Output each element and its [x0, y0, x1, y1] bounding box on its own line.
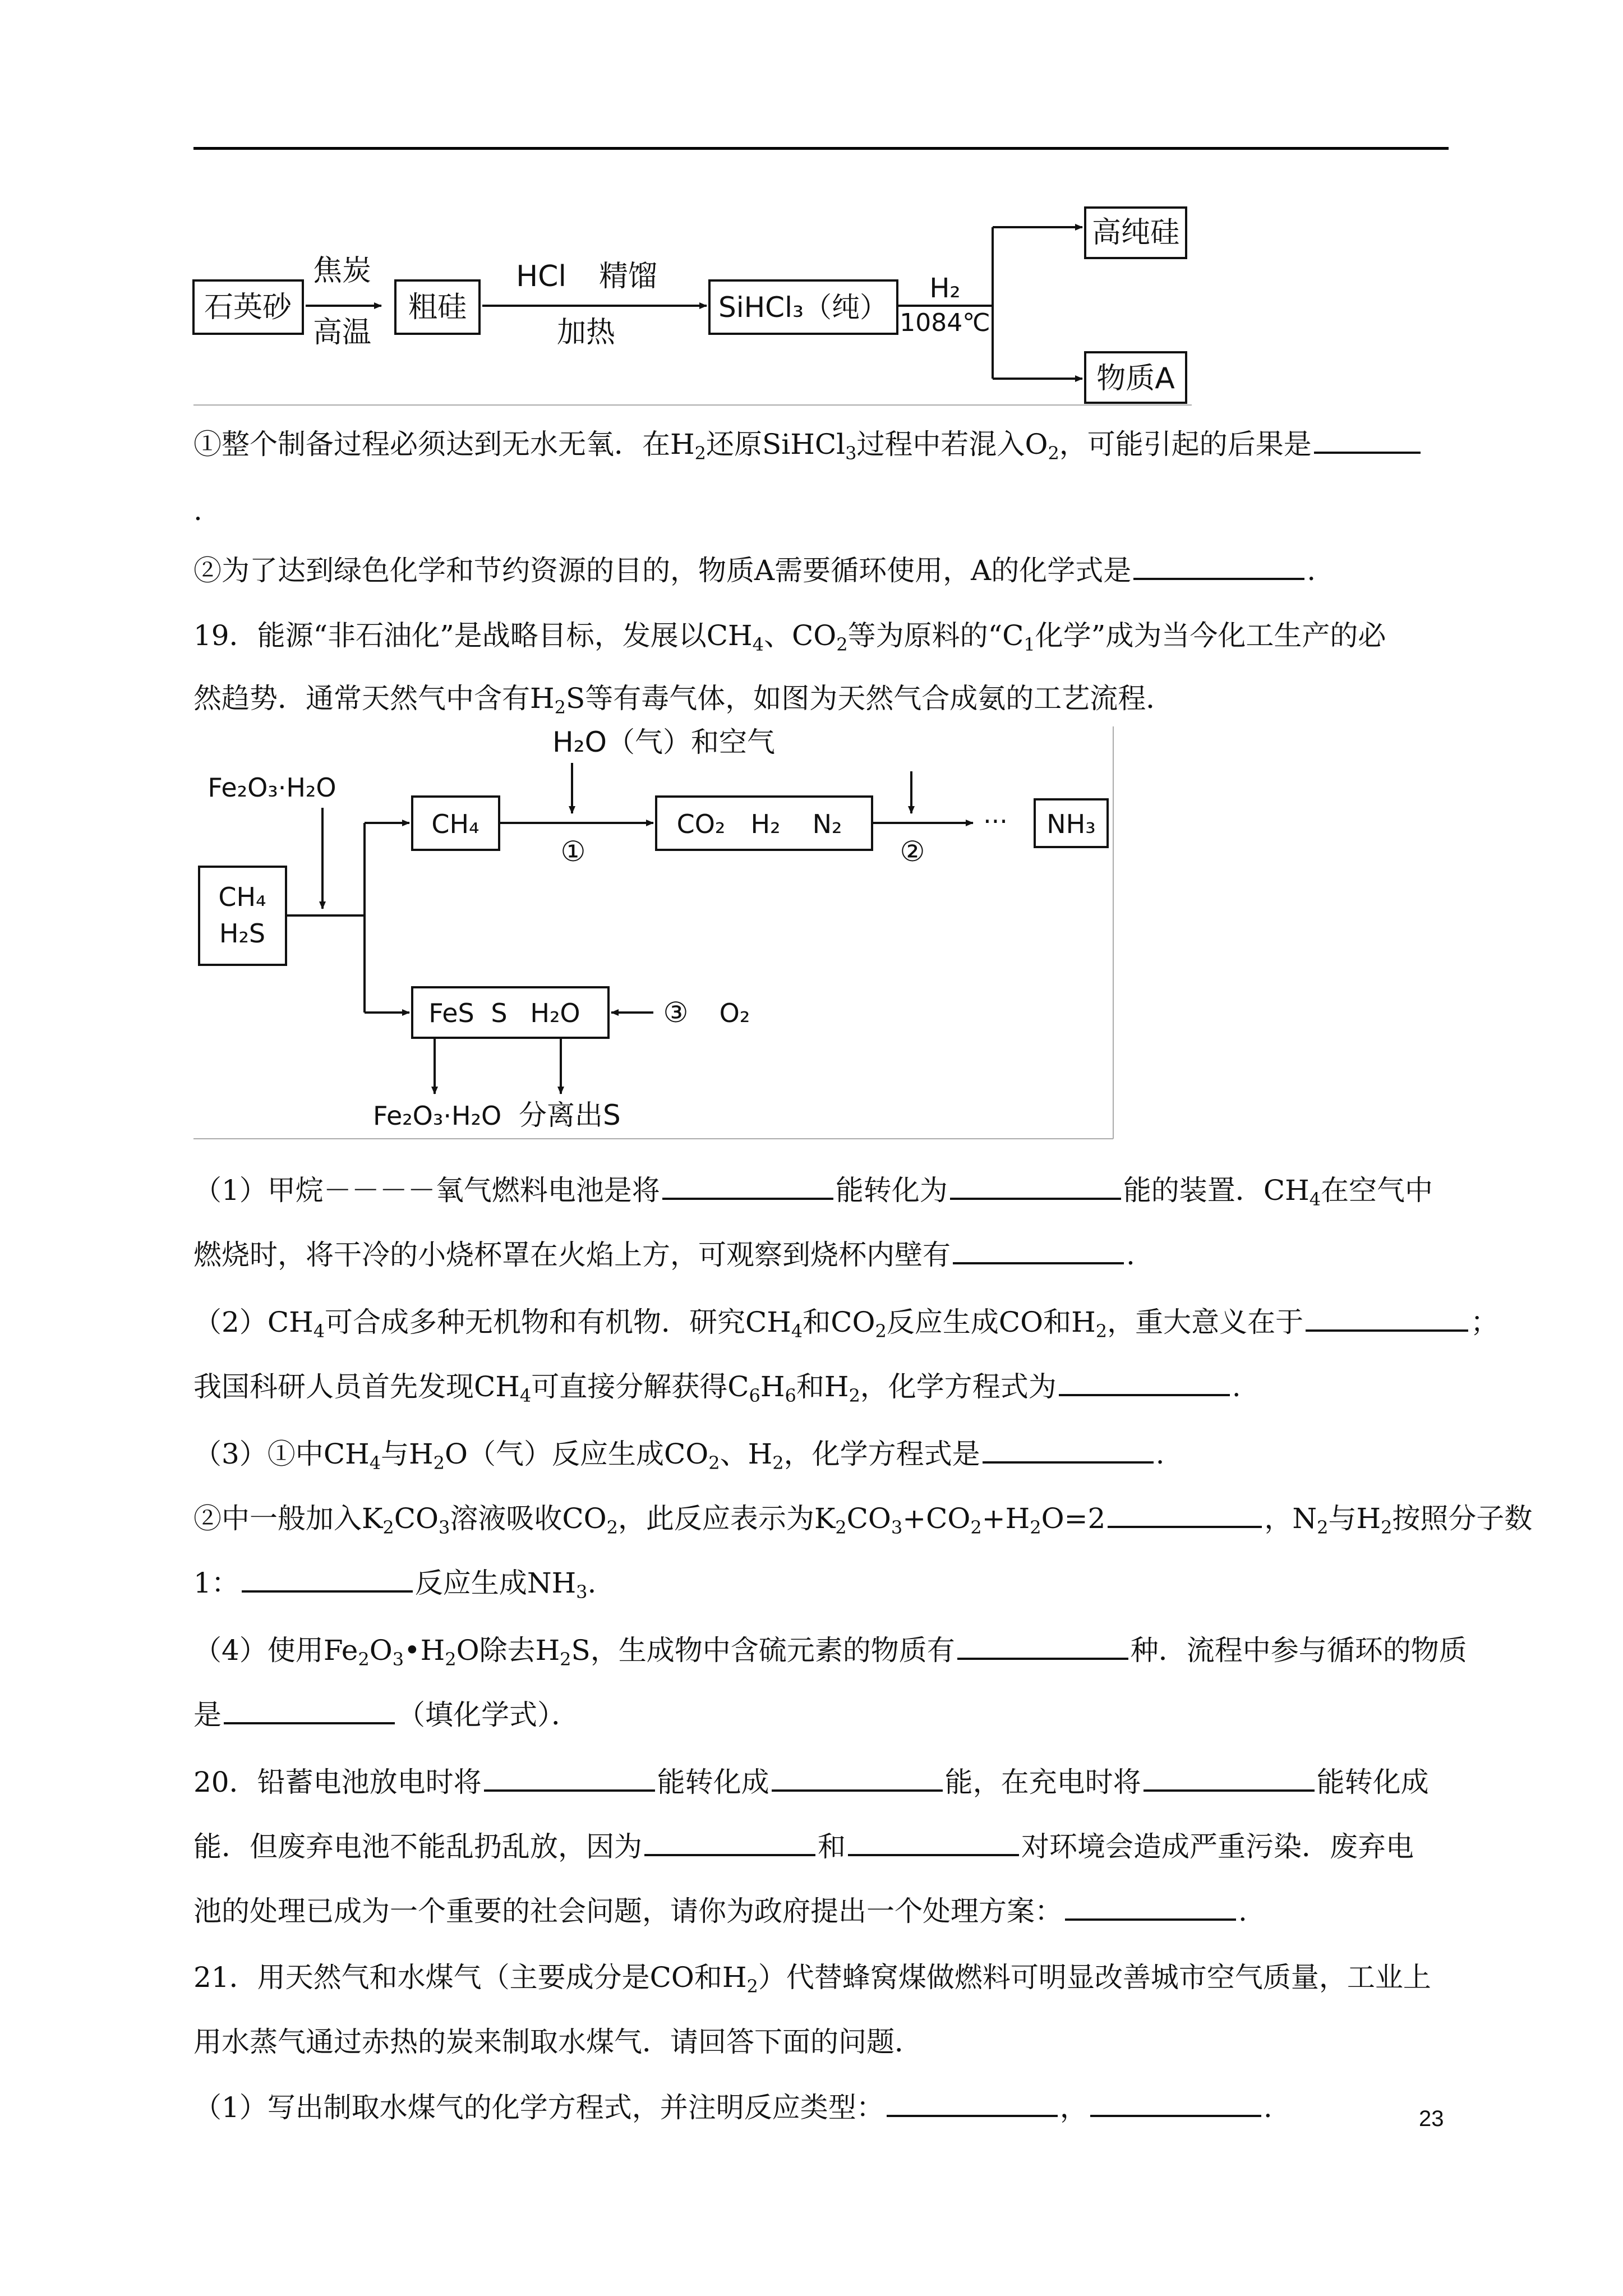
q19-3-line-2: ②中一般加入$K_2CO_3$溶液吸收$CO_2$，此反应表示为$K_2CO_3+CO_2+H_2O=2$ ，$N_2$与$H_2$按照分子数 [193, 1498, 1450, 1538]
distill-label: 精馏 [598, 260, 658, 293]
fes-label: FeS [428, 998, 474, 1028]
q21-line-1: 21．用天然气和水煤气（主要成分是CO和$H_2$）代替蜂窝煤做燃料可明显改善城市空气质量，工业上 [193, 1961, 1431, 1997]
q19-1-line-1: （1）甲烷－－－－氧气燃料电池是将 能转化为 能的装置．$CH_4$在空气中 [193, 1170, 1450, 1210]
mix-h2: H₂ [750, 809, 781, 839]
q19-intro-line-1: 19．能源“非石油化”是战略目标，发展以$CH_4$、$CO_2$等为原料的“$C_1$化学”成为当今化工生产的必 [193, 619, 1386, 655]
answer-blank[interactable] [772, 1761, 943, 1792]
page-number: 23 [1419, 2106, 1444, 2131]
answer-blank[interactable] [983, 1433, 1154, 1464]
answer-blank[interactable] [1090, 2087, 1261, 2117]
answer-blank[interactable] [1314, 424, 1421, 454]
silicon-process-diagram [193, 208, 1192, 409]
step3-label: ③ [663, 996, 689, 1029]
crude-si-label: 粗硅 [408, 291, 467, 324]
ammonia-process-diagram [193, 726, 1119, 1142]
q20-line-2: 能．但废弃电池不能乱扔乱放，因为 和 对环境会造成严重污染．废弃电 [193, 1826, 1450, 1866]
q21-line-3: （1）写出制取水煤气的化学方程式，并注明反应类型： ， . [193, 2087, 1450, 2127]
q19-4-line-1: （4）使用$Fe_2O_3•H_2O$除去$H_2S$，生成物中含硫元素的物质有 种．流程中参与循环的物质 [193, 1630, 1450, 1670]
answer-blank[interactable] [1065, 1890, 1236, 1921]
fe2o3-top-label: Fe₂O₃·H₂O [208, 772, 336, 803]
fe2o3-bottom-label: Fe₂O₃·H₂O [373, 1101, 502, 1131]
answer-blank[interactable] [242, 1562, 413, 1593]
dots-label: ··· [983, 806, 1008, 836]
hcl-label: HCl [516, 260, 566, 293]
q20-line-1: 20．铅蓄电池放电时将 能转化成 能，在充电时将 能转化成 [193, 1761, 1450, 1802]
q18-line-2: ②为了达到绿色化学和节约资源的目的，物质A需要循环使用，A的化学式是 . [193, 550, 1450, 590]
h2-label: H₂ [929, 273, 961, 304]
answer-blank[interactable] [957, 1630, 1128, 1660]
q19-3-line-3: 1： 反应生成$NH_3$. [193, 1562, 1450, 1603]
answer-blank[interactable] [1306, 1301, 1468, 1332]
o2-label: O₂ [719, 998, 750, 1028]
step1-label: ① [560, 835, 586, 868]
answer-blank[interactable] [662, 1170, 833, 1200]
hightemp-label: 高温 [312, 316, 372, 349]
pure-si-label: 高纯硅 [1091, 216, 1180, 250]
answer-blank[interactable] [1059, 1366, 1230, 1396]
answer-blank[interactable] [887, 2087, 1058, 2117]
answer-blank[interactable] [484, 1761, 655, 1792]
s-label: S [491, 998, 508, 1028]
ch4-box-label: CH₄ [431, 809, 479, 839]
q19-2-line-2: 我国科研人员首先发现$CH_4$可直接分解获得$C_6H_6$和$H_2$，化学方程式为 . [193, 1366, 1450, 1406]
separate-s-label: 分离出S [519, 1099, 621, 1131]
q19-3-line-1: （3）①中$CH_4$与$H_2O$（气）反应生成$CO_2$、$H_2$，化学方程式是 . [193, 1433, 1450, 1474]
answer-blank[interactable] [1144, 1761, 1315, 1792]
quartz-label: 石英砂 [204, 291, 292, 324]
heat-label: 加热 [556, 316, 616, 349]
answer-blank[interactable] [224, 1694, 395, 1724]
steam-air-label: H₂O（气）和空气 [552, 726, 775, 758]
substance-a-label: 物质A [1096, 362, 1175, 395]
answer-blank[interactable] [848, 1826, 1019, 1856]
mix-co2: CO₂ [676, 809, 726, 839]
q19-1-line-2: 燃烧时，将干冷的小烧杯罩在火焰上方，可观察到烧杯内壁有 . [193, 1234, 1450, 1274]
q19-2-line-1: $(2)CH_4$可合成多种无机物和有机物．研究$CH_4$和$CO_2$反应生成CO和$H_2$，重大意义在于 ； [193, 1301, 1450, 1342]
ch4-h2s-h2s: H₂S [219, 918, 266, 949]
answer-blank[interactable] [1133, 550, 1304, 580]
temp-label: 1084℃ [900, 309, 990, 337]
answer-blank[interactable] [950, 1170, 1121, 1200]
q20-line-3: 池的处理已成为一个重要的社会问题，请你为政府提出一个处理方案： . [193, 1890, 1450, 1931]
q18-line-1-end: . [193, 494, 202, 527]
q18-line-1: ①整个制备过程必须达到无水无氧．在$H_2$还原SiHCl$_3$过程中若混入$O_2$，可能引起的后果是 [193, 424, 1450, 464]
q21-line-2: 用水蒸气通过赤热的炭来制取水煤气．请回答下面的问题． [193, 2026, 923, 2058]
h2o-label: H₂O [530, 998, 580, 1028]
nh3-label: NH₃ [1046, 809, 1096, 839]
q19-4-line-2: 是 （填化学式）． [193, 1694, 1450, 1734]
ch4-h2s-ch4: CH₄ [218, 882, 266, 912]
step2-label: ② [900, 835, 925, 868]
mix-n2: N₂ [812, 809, 842, 839]
answer-blank[interactable] [644, 1826, 815, 1856]
header-rule [193, 147, 1449, 150]
answer-blank[interactable] [1108, 1498, 1262, 1528]
coke-label: 焦炭 [312, 254, 372, 288]
sihcl3-label: SiHCl₃（纯） [718, 291, 888, 324]
answer-blank[interactable] [953, 1234, 1124, 1264]
q19-intro-line-2: 然趋势．通常天然气中含有$H_2S$等有毒气体，如图为天然气合成氨的工艺流程． [193, 682, 1174, 718]
